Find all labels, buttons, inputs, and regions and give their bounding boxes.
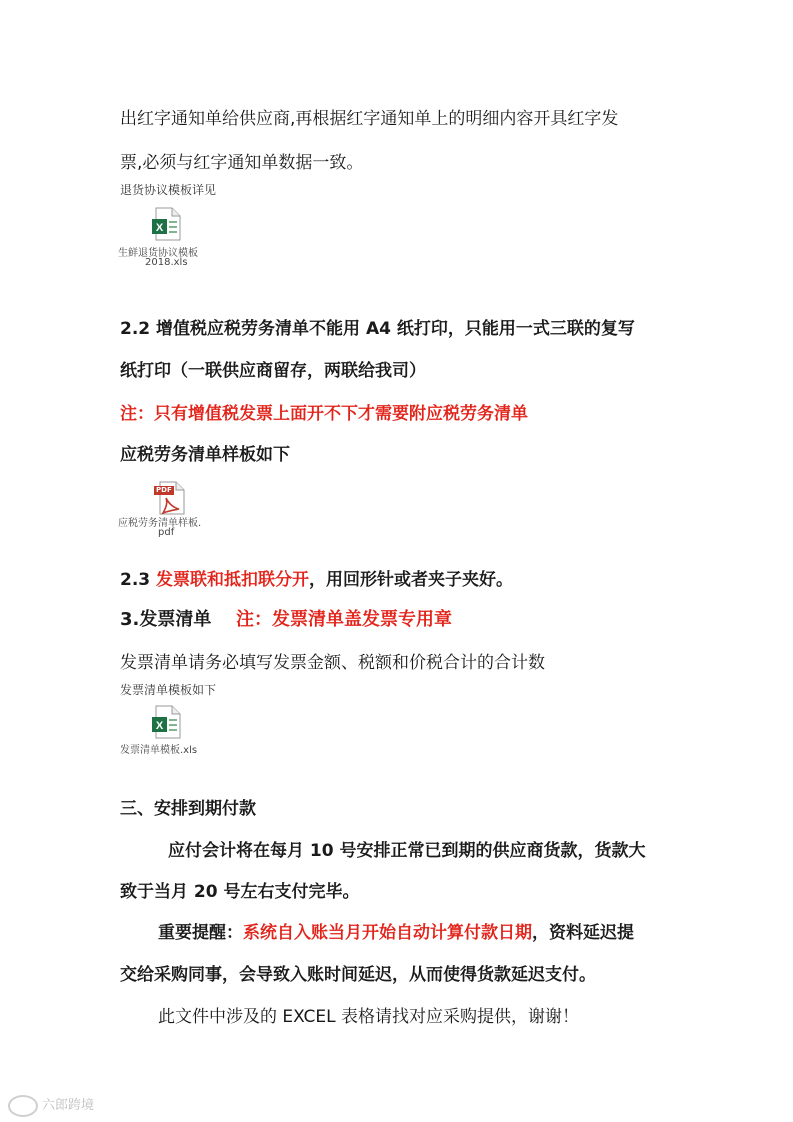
excel-file-icon[interactable] xyxy=(150,206,186,246)
invoice-list-text: 发票清单请务必填写发票金额、税额和价税合计的合计数 xyxy=(120,653,545,673)
section-3-note: 注：发票清单盖发票专用章 xyxy=(236,609,452,630)
paragraph-line: 出红字通知单给供应商,再根据红字通知单上的明细内容开具红字发 xyxy=(120,109,619,129)
red-highlight: 发票联和抵扣联分开 xyxy=(156,570,310,590)
closing-text: 此文件中涉及的 EXCEL 表格请找对应采购提供，谢谢！ xyxy=(158,1007,580,1027)
attachment-label[interactable]: pdf xyxy=(158,527,175,538)
attachment-label[interactable]: 2018.xls xyxy=(145,257,188,268)
payment-line: 应付会计将在每月 10 号安排正常已到期的供应商货款，货款大 xyxy=(168,841,646,861)
section-number: 2.3 xyxy=(120,570,157,590)
section-2-2-line: 2.2 增值税应税劳务清单不能用 A4 纸打印，只能用一式三联的复写 xyxy=(120,319,635,339)
section-heading: 三、安排到期付款 xyxy=(120,799,256,819)
paragraph-line: 票,必须与红字通知单数据一致。 xyxy=(120,153,364,173)
watermark xyxy=(8,1094,94,1117)
reminder-highlight: 系统自入账当月开始自动计算付款日期 xyxy=(243,923,532,943)
svg-text:X: X xyxy=(155,720,164,732)
reminder-rest: ，资料延迟提 xyxy=(532,923,634,943)
watermark-logo-icon xyxy=(8,1095,38,1117)
section-text: ，用回形针或者夹子夹好。 xyxy=(309,570,514,590)
reminder-line xyxy=(158,918,634,943)
reminder-line: 交给采购同事，会导致入账时间延迟，从而使得货款延迟支付。 xyxy=(120,965,596,985)
attachment-label[interactable]: 应税劳务清单样板. xyxy=(118,518,202,529)
section-2-3 xyxy=(120,565,513,590)
payment-line: 致于当月 20 号左右支付完毕。 xyxy=(120,882,360,902)
section-2-2-line: 纸打印（一联供应商留存，两联给我司） xyxy=(120,361,426,381)
red-note: 注：只有增值税发票上面开不下才需要附应税劳务清单 xyxy=(120,404,528,424)
attachment-label[interactable]: 生鲜退货协议模板 xyxy=(118,248,198,259)
invoice-template-note: 发票清单模板如下 xyxy=(120,683,217,697)
attachment-label[interactable]: 发票清单模板.xls xyxy=(120,745,198,756)
template-heading: 应税劳务清单样板如下 xyxy=(120,445,290,465)
svg-text:X: X xyxy=(155,222,164,234)
pdf-badge: PDF xyxy=(156,486,172,494)
watermark-text: 六郎跨境 xyxy=(42,1098,95,1113)
section-3-title: 3.发票清单 xyxy=(120,609,212,630)
return-agreement-note: 退货协议模板详见 xyxy=(120,183,217,197)
excel-file-icon[interactable] xyxy=(150,704,186,744)
reminder-prefix: 重要提醒： xyxy=(158,923,243,943)
